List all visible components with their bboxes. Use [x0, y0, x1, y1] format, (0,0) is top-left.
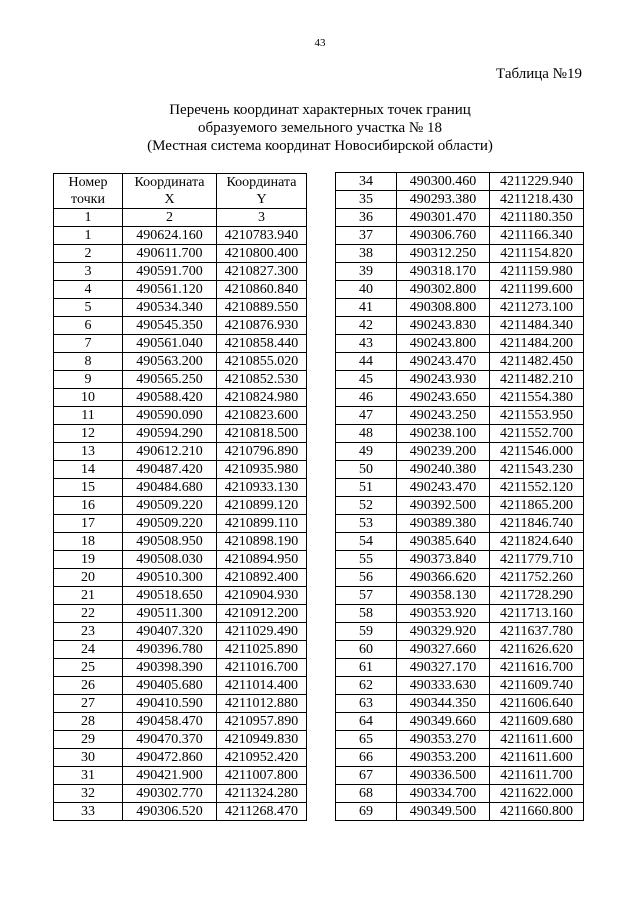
point-number-cell: 30 — [54, 749, 123, 767]
y-coordinate-cell: 4211779.710 — [490, 551, 584, 569]
table-row — [54, 803, 307, 821]
header-point-line2: точки — [71, 192, 105, 207]
y-coordinate-cell: 4210952.420 — [217, 749, 307, 767]
header-y-line1: Координата — [226, 175, 297, 190]
table-row — [54, 317, 307, 335]
point-number-cell: 40 — [336, 281, 397, 299]
index-cell: 3 — [217, 209, 307, 227]
x-coordinate-cell: 490243.470 — [397, 479, 490, 497]
point-number-cell: 22 — [54, 605, 123, 623]
y-coordinate-cell: 4211622.000 — [490, 785, 584, 803]
point-number-cell: 19 — [54, 551, 123, 569]
index-cell: 2 — [123, 209, 217, 227]
y-coordinate-cell: 4210904.930 — [217, 587, 307, 605]
table-row — [54, 731, 307, 749]
x-coordinate-cell: 490238.100 — [397, 425, 490, 443]
point-number-cell: 68 — [336, 785, 397, 803]
y-coordinate-cell: 4211553.950 — [490, 407, 584, 425]
x-coordinate-cell: 490396.780 — [123, 641, 217, 659]
table-row — [54, 551, 307, 569]
table-row — [336, 497, 584, 515]
point-number-cell: 67 — [336, 767, 397, 785]
y-coordinate-cell: 4211552.700 — [490, 425, 584, 443]
table-row — [336, 677, 584, 695]
x-coordinate-cell: 490624.160 — [123, 227, 217, 245]
table-row — [54, 497, 307, 515]
table-row — [336, 191, 584, 209]
point-number-cell: 31 — [54, 767, 123, 785]
x-coordinate-cell: 490565.250 — [123, 371, 217, 389]
y-coordinate-cell: 4210899.110 — [217, 515, 307, 533]
table-row — [54, 263, 307, 281]
x-coordinate-cell: 490358.130 — [397, 587, 490, 605]
table-row — [336, 731, 584, 749]
table-row — [54, 281, 307, 299]
table-row — [336, 425, 584, 443]
x-coordinate-cell: 490336.500 — [397, 767, 490, 785]
x-coordinate-cell: 490306.520 — [123, 803, 217, 821]
x-coordinate-cell: 490243.830 — [397, 317, 490, 335]
point-number-cell: 10 — [54, 389, 123, 407]
y-coordinate-cell: 4210852.530 — [217, 371, 307, 389]
point-number-cell: 32 — [54, 785, 123, 803]
y-coordinate-cell: 4211546.000 — [490, 443, 584, 461]
point-number-cell: 9 — [54, 371, 123, 389]
y-coordinate-cell: 4210933.130 — [217, 479, 307, 497]
table-row — [54, 641, 307, 659]
table-row — [336, 641, 584, 659]
x-coordinate-cell: 490510.300 — [123, 569, 217, 587]
x-coordinate-cell: 490302.800 — [397, 281, 490, 299]
y-coordinate-cell: 4211273.100 — [490, 299, 584, 317]
table-row — [336, 479, 584, 497]
table-row — [54, 749, 307, 767]
table-row — [336, 533, 584, 551]
x-coordinate-cell: 490545.350 — [123, 317, 217, 335]
y-coordinate-cell: 4210957.890 — [217, 713, 307, 731]
table-row — [336, 389, 584, 407]
table-row — [54, 461, 307, 479]
point-number-cell: 16 — [54, 497, 123, 515]
x-coordinate-cell: 490611.700 — [123, 245, 217, 263]
x-coordinate-cell: 490366.620 — [397, 569, 490, 587]
table-row — [54, 353, 307, 371]
y-coordinate-cell: 4211609.680 — [490, 713, 584, 731]
x-coordinate-cell: 490353.200 — [397, 749, 490, 767]
header-point — [54, 174, 123, 209]
y-coordinate-cell: 4210855.020 — [217, 353, 307, 371]
point-number-cell: 18 — [54, 533, 123, 551]
table-row — [336, 245, 584, 263]
table-row — [336, 695, 584, 713]
table-row — [54, 695, 307, 713]
title-line-1: Перечень координат характерных точек границ — [169, 102, 471, 118]
y-coordinate-cell: 4210827.300 — [217, 263, 307, 281]
x-coordinate-cell: 490239.200 — [397, 443, 490, 461]
x-coordinate-cell: 490334.700 — [397, 785, 490, 803]
table-row — [336, 209, 584, 227]
point-number-cell: 63 — [336, 695, 397, 713]
page-number: 43 — [314, 37, 326, 49]
point-number-cell: 47 — [336, 407, 397, 425]
document-title — [0, 101, 640, 155]
x-coordinate-cell: 490484.680 — [123, 479, 217, 497]
point-number-cell: 59 — [336, 623, 397, 641]
point-number-cell: 27 — [54, 695, 123, 713]
y-coordinate-cell: 4211616.700 — [490, 659, 584, 677]
x-coordinate-cell: 490508.030 — [123, 551, 217, 569]
table-row — [54, 425, 307, 443]
point-number-cell: 4 — [54, 281, 123, 299]
y-coordinate-cell: 4211846.740 — [490, 515, 584, 533]
x-coordinate-cell: 490306.760 — [397, 227, 490, 245]
x-coordinate-cell: 490293.380 — [397, 191, 490, 209]
y-coordinate-cell: 4211180.350 — [490, 209, 584, 227]
x-coordinate-cell: 490333.630 — [397, 677, 490, 695]
y-coordinate-cell: 4210796.890 — [217, 443, 307, 461]
point-number-cell: 51 — [336, 479, 397, 497]
y-coordinate-cell: 4210824.980 — [217, 389, 307, 407]
x-coordinate-cell: 490318.170 — [397, 263, 490, 281]
y-coordinate-cell: 4211199.600 — [490, 281, 584, 299]
point-number-cell: 64 — [336, 713, 397, 731]
table-row — [336, 353, 584, 371]
point-number-cell: 58 — [336, 605, 397, 623]
x-coordinate-cell: 490405.680 — [123, 677, 217, 695]
y-coordinate-cell: 4211611.700 — [490, 767, 584, 785]
x-coordinate-cell: 490563.200 — [123, 353, 217, 371]
point-number-cell: 37 — [336, 227, 397, 245]
point-number-cell: 11 — [54, 407, 123, 425]
y-coordinate-cell: 4210899.120 — [217, 497, 307, 515]
y-coordinate-cell: 4211229.940 — [490, 173, 584, 191]
y-coordinate-cell: 4211268.470 — [217, 803, 307, 821]
point-number-cell: 3 — [54, 263, 123, 281]
y-coordinate-cell: 4210818.500 — [217, 425, 307, 443]
title-line-3: (Местная система координат Новосибирской области) — [147, 138, 493, 154]
table-row — [54, 515, 307, 533]
table-row — [336, 299, 584, 317]
y-coordinate-cell: 4211484.200 — [490, 335, 584, 353]
table-row — [54, 659, 307, 677]
point-number-cell: 44 — [336, 353, 397, 371]
x-coordinate-cell: 490344.350 — [397, 695, 490, 713]
table-row — [54, 227, 307, 245]
y-coordinate-cell: 4210949.830 — [217, 731, 307, 749]
point-number-cell: 13 — [54, 443, 123, 461]
point-number-cell: 12 — [54, 425, 123, 443]
x-coordinate-cell: 490472.860 — [123, 749, 217, 767]
y-coordinate-cell: 4211824.640 — [490, 533, 584, 551]
table-row — [54, 785, 307, 803]
x-coordinate-cell: 490240.380 — [397, 461, 490, 479]
table-row — [336, 623, 584, 641]
y-coordinate-cell: 4211007.800 — [217, 767, 307, 785]
point-number-cell: 52 — [336, 497, 397, 515]
x-coordinate-cell: 490407.320 — [123, 623, 217, 641]
point-number-cell: 20 — [54, 569, 123, 587]
table-row — [336, 263, 584, 281]
y-coordinate-cell: 4210889.550 — [217, 299, 307, 317]
table-row — [336, 335, 584, 353]
point-number-cell: 36 — [336, 209, 397, 227]
table-row — [336, 227, 584, 245]
table-row — [336, 281, 584, 299]
point-number-cell: 65 — [336, 731, 397, 749]
y-coordinate-cell: 4211012.880 — [217, 695, 307, 713]
y-coordinate-cell: 4211728.290 — [490, 587, 584, 605]
point-number-cell: 8 — [54, 353, 123, 371]
point-number-cell: 45 — [336, 371, 397, 389]
x-coordinate-cell: 490373.840 — [397, 551, 490, 569]
table-row — [336, 803, 584, 821]
point-number-cell: 26 — [54, 677, 123, 695]
table-row — [54, 587, 307, 605]
point-number-cell: 29 — [54, 731, 123, 749]
x-coordinate-cell: 490385.640 — [397, 533, 490, 551]
x-coordinate-cell: 490327.660 — [397, 641, 490, 659]
y-coordinate-cell: 4211482.450 — [490, 353, 584, 371]
y-coordinate-cell: 4211552.120 — [490, 479, 584, 497]
y-coordinate-cell: 4211626.620 — [490, 641, 584, 659]
index-cell: 1 — [54, 209, 123, 227]
x-coordinate-cell: 490470.370 — [123, 731, 217, 749]
y-coordinate-cell: 4210860.840 — [217, 281, 307, 299]
y-coordinate-cell: 4211606.640 — [490, 695, 584, 713]
x-coordinate-cell: 490509.220 — [123, 497, 217, 515]
title-line-2: образуемого земельного участка № 18 — [198, 120, 442, 136]
point-number-cell: 23 — [54, 623, 123, 641]
y-coordinate-cell: 4211218.430 — [490, 191, 584, 209]
y-coordinate-cell: 4211543.230 — [490, 461, 584, 479]
coordinates-table-left — [53, 173, 307, 821]
y-coordinate-cell: 4210783.940 — [217, 227, 307, 245]
header-y-line2: Y — [256, 192, 267, 207]
x-coordinate-cell: 490302.770 — [123, 785, 217, 803]
y-coordinate-cell: 4211016.700 — [217, 659, 307, 677]
point-number-cell: 28 — [54, 713, 123, 731]
y-coordinate-cell: 4211660.800 — [490, 803, 584, 821]
point-number-cell: 66 — [336, 749, 397, 767]
table-row — [336, 443, 584, 461]
x-coordinate-cell: 490243.800 — [397, 335, 490, 353]
header-y — [217, 174, 307, 209]
point-number-cell: 35 — [336, 191, 397, 209]
table-row — [336, 407, 584, 425]
x-coordinate-cell: 490509.220 — [123, 515, 217, 533]
table-row — [336, 569, 584, 587]
table-row — [54, 407, 307, 425]
point-number-cell: 46 — [336, 389, 397, 407]
y-coordinate-cell: 4210858.440 — [217, 335, 307, 353]
header-x — [123, 174, 217, 209]
y-coordinate-cell: 4210800.400 — [217, 245, 307, 263]
coordinates-table-right — [335, 172, 584, 821]
point-number-cell: 57 — [336, 587, 397, 605]
table-row — [336, 785, 584, 803]
y-coordinate-cell: 4210912.200 — [217, 605, 307, 623]
y-coordinate-cell: 4210876.930 — [217, 317, 307, 335]
table-row — [54, 677, 307, 695]
point-number-cell: 38 — [336, 245, 397, 263]
point-number-cell: 60 — [336, 641, 397, 659]
point-number-cell: 6 — [54, 317, 123, 335]
header-x-line1: Координата — [134, 175, 205, 190]
y-coordinate-cell: 4211159.980 — [490, 263, 584, 281]
x-coordinate-cell: 490594.290 — [123, 425, 217, 443]
x-coordinate-cell: 490353.270 — [397, 731, 490, 749]
x-coordinate-cell: 490312.250 — [397, 245, 490, 263]
x-coordinate-cell: 490458.470 — [123, 713, 217, 731]
point-number-cell: 42 — [336, 317, 397, 335]
table-row — [336, 605, 584, 623]
table-row — [54, 533, 307, 551]
table-row — [54, 767, 307, 785]
x-coordinate-cell: 490561.040 — [123, 335, 217, 353]
x-coordinate-cell: 490511.300 — [123, 605, 217, 623]
table-row — [54, 389, 307, 407]
header-x-line2: X — [164, 192, 175, 207]
table-label: Таблица №19 — [496, 66, 582, 82]
x-coordinate-cell: 490243.470 — [397, 353, 490, 371]
x-coordinate-cell: 490243.250 — [397, 407, 490, 425]
x-coordinate-cell: 490327.170 — [397, 659, 490, 677]
y-coordinate-cell: 4211713.160 — [490, 605, 584, 623]
y-coordinate-cell: 4211611.600 — [490, 731, 584, 749]
table-row — [336, 371, 584, 389]
y-coordinate-cell: 4211029.490 — [217, 623, 307, 641]
point-number-cell: 62 — [336, 677, 397, 695]
point-number-cell: 5 — [54, 299, 123, 317]
table-row — [336, 461, 584, 479]
point-number-cell: 2 — [54, 245, 123, 263]
y-coordinate-cell: 4211611.600 — [490, 749, 584, 767]
point-number-cell: 43 — [336, 335, 397, 353]
y-coordinate-cell: 4211025.890 — [217, 641, 307, 659]
y-coordinate-cell: 4211609.740 — [490, 677, 584, 695]
point-number-cell: 25 — [54, 659, 123, 677]
table-row — [336, 749, 584, 767]
x-coordinate-cell: 490591.700 — [123, 263, 217, 281]
table-row — [336, 767, 584, 785]
x-coordinate-cell: 490353.920 — [397, 605, 490, 623]
x-coordinate-cell: 490349.500 — [397, 803, 490, 821]
x-coordinate-cell: 490590.090 — [123, 407, 217, 425]
y-coordinate-cell: 4211324.280 — [217, 785, 307, 803]
table-row — [336, 551, 584, 569]
point-number-cell: 55 — [336, 551, 397, 569]
x-coordinate-cell: 490508.950 — [123, 533, 217, 551]
table-row — [54, 245, 307, 263]
x-coordinate-cell: 490349.660 — [397, 713, 490, 731]
x-coordinate-cell: 490308.800 — [397, 299, 490, 317]
x-coordinate-cell: 490534.340 — [123, 299, 217, 317]
point-number-cell: 7 — [54, 335, 123, 353]
x-coordinate-cell: 490243.930 — [397, 371, 490, 389]
table-row — [336, 659, 584, 677]
point-number-cell: 48 — [336, 425, 397, 443]
x-coordinate-cell: 490329.920 — [397, 623, 490, 641]
y-coordinate-cell: 4211166.340 — [490, 227, 584, 245]
y-coordinate-cell: 4211637.780 — [490, 623, 584, 641]
table-row — [54, 713, 307, 731]
y-coordinate-cell: 4210892.400 — [217, 569, 307, 587]
table-row — [54, 371, 307, 389]
table-row — [336, 173, 584, 191]
table-row — [336, 713, 584, 731]
point-number-cell: 49 — [336, 443, 397, 461]
point-number-cell: 53 — [336, 515, 397, 533]
point-number-cell: 56 — [336, 569, 397, 587]
point-number-cell: 24 — [54, 641, 123, 659]
table-row — [54, 569, 307, 587]
point-number-cell: 1 — [54, 227, 123, 245]
point-number-cell: 15 — [54, 479, 123, 497]
point-number-cell: 50 — [336, 461, 397, 479]
table-row — [54, 443, 307, 461]
x-coordinate-cell: 490398.390 — [123, 659, 217, 677]
header-point-line1: Номер — [68, 175, 108, 190]
x-coordinate-cell: 490421.900 — [123, 767, 217, 785]
y-coordinate-cell: 4211014.400 — [217, 677, 307, 695]
table-row — [336, 317, 584, 335]
y-coordinate-cell: 4211865.200 — [490, 497, 584, 515]
x-coordinate-cell: 490392.500 — [397, 497, 490, 515]
point-number-cell: 34 — [336, 173, 397, 191]
y-coordinate-cell: 4211482.210 — [490, 371, 584, 389]
y-coordinate-cell: 4210898.190 — [217, 533, 307, 551]
y-coordinate-cell: 4211554.380 — [490, 389, 584, 407]
x-coordinate-cell: 490612.210 — [123, 443, 217, 461]
point-number-cell: 17 — [54, 515, 123, 533]
y-coordinate-cell: 4211154.820 — [490, 245, 584, 263]
point-number-cell: 61 — [336, 659, 397, 677]
table-header-row — [54, 174, 307, 209]
point-number-cell: 21 — [54, 587, 123, 605]
point-number-cell: 33 — [54, 803, 123, 821]
point-number-cell: 54 — [336, 533, 397, 551]
x-coordinate-cell: 490410.590 — [123, 695, 217, 713]
x-coordinate-cell: 490561.120 — [123, 281, 217, 299]
x-coordinate-cell: 490243.650 — [397, 389, 490, 407]
table-row — [54, 605, 307, 623]
y-coordinate-cell: 4210935.980 — [217, 461, 307, 479]
table-row — [54, 299, 307, 317]
table-row — [54, 335, 307, 353]
x-coordinate-cell: 490518.650 — [123, 587, 217, 605]
point-number-cell: 69 — [336, 803, 397, 821]
table-row — [336, 515, 584, 533]
x-coordinate-cell: 490300.460 — [397, 173, 490, 191]
y-coordinate-cell: 4210894.950 — [217, 551, 307, 569]
y-coordinate-cell: 4211484.340 — [490, 317, 584, 335]
y-coordinate-cell: 4210823.600 — [217, 407, 307, 425]
x-coordinate-cell: 490301.470 — [397, 209, 490, 227]
y-coordinate-cell: 4211752.260 — [490, 569, 584, 587]
x-coordinate-cell: 490389.380 — [397, 515, 490, 533]
index-row — [54, 209, 307, 227]
x-coordinate-cell: 490588.420 — [123, 389, 217, 407]
point-number-cell: 14 — [54, 461, 123, 479]
x-coordinate-cell: 490487.420 — [123, 461, 217, 479]
table-row — [336, 587, 584, 605]
table-row — [54, 623, 307, 641]
point-number-cell: 41 — [336, 299, 397, 317]
table-row — [54, 479, 307, 497]
point-number-cell: 39 — [336, 263, 397, 281]
